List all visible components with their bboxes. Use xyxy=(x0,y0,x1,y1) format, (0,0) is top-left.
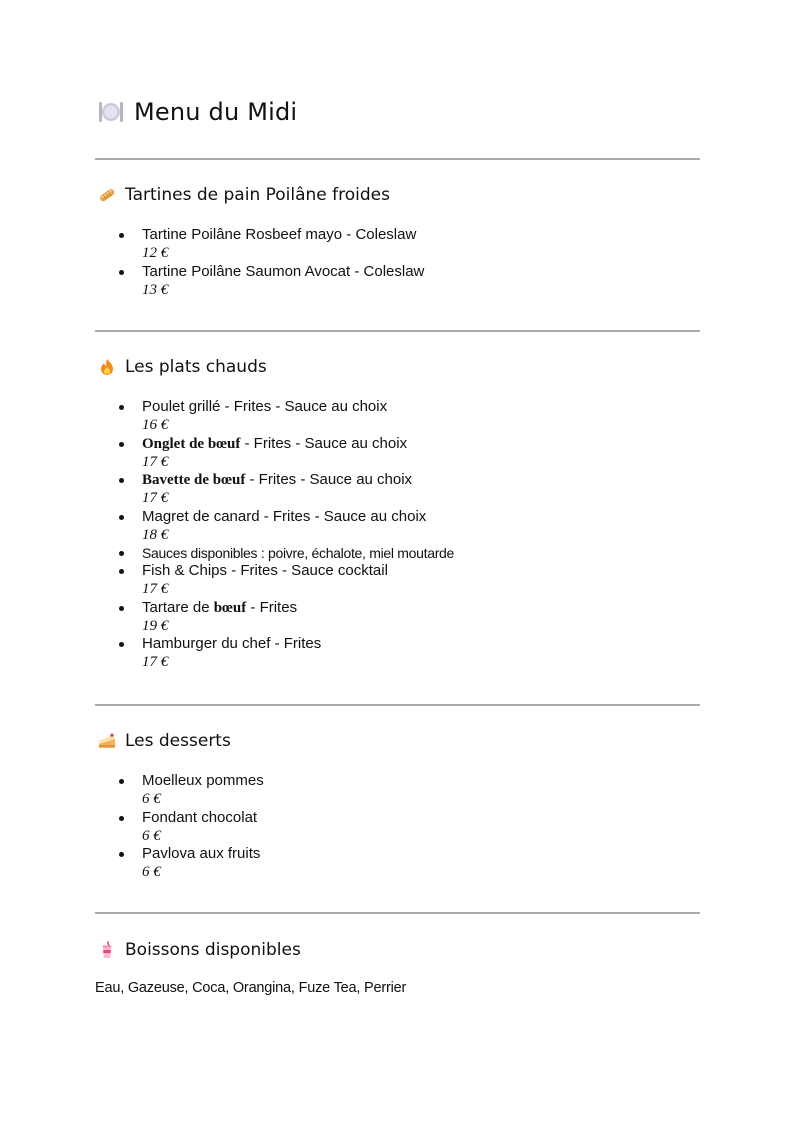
item-name-pre: Tartare de xyxy=(142,598,214,616)
bullet xyxy=(119,478,124,483)
item-name-rest: - Frites xyxy=(246,598,298,616)
bullet xyxy=(119,642,124,647)
section-title: Les desserts xyxy=(125,731,231,751)
bullet xyxy=(119,606,124,611)
divider xyxy=(95,158,700,160)
bullet xyxy=(119,551,124,556)
list-item xyxy=(95,809,264,846)
item-price: 16 € xyxy=(142,417,169,433)
item-name-bold: Onglet de bœuf xyxy=(142,435,241,452)
bullet xyxy=(119,405,124,410)
bullet xyxy=(119,779,124,784)
item-name: Moelleux pommes xyxy=(142,772,264,789)
bullet xyxy=(119,270,124,275)
item-price: 18 € xyxy=(142,526,169,543)
item-price: 19 € xyxy=(142,617,169,634)
item-name xyxy=(142,599,454,617)
bullet xyxy=(119,515,124,520)
item-name: Tartine Poilâne Rosbeef mayo - Coleslaw xyxy=(142,226,417,243)
section-title: Les plats chauds xyxy=(125,357,267,377)
list-item xyxy=(95,845,264,882)
section-header-plats xyxy=(98,355,267,379)
item-name: Pavlova aux fruits xyxy=(142,845,261,862)
list-item xyxy=(95,599,454,636)
plats-list xyxy=(95,398,454,672)
item-name: Tartine Poilâne Saumon Avocat - Coleslaw xyxy=(142,262,425,280)
desserts-list xyxy=(95,772,264,882)
list-item xyxy=(95,508,454,545)
bullet xyxy=(119,442,124,447)
divider xyxy=(95,704,700,706)
list-item xyxy=(95,263,424,300)
item-price: 6 € xyxy=(142,864,161,880)
list-item xyxy=(95,635,454,672)
item-name-rest: - Frites - Sauce au choix xyxy=(240,434,408,452)
list-item xyxy=(95,435,454,472)
item-name: Fondant chocolat xyxy=(142,808,258,826)
bullet xyxy=(119,816,124,821)
section-header-desserts xyxy=(98,729,231,753)
item-price: 12 € xyxy=(142,245,169,261)
item-name xyxy=(142,435,454,453)
item-name xyxy=(142,471,454,489)
item-name: Poulet grillé - Frites - Sauce au choix xyxy=(142,398,388,415)
list-item xyxy=(95,471,454,508)
tartines-list xyxy=(95,226,424,299)
item-name: Hamburger du chef - Frites xyxy=(142,635,322,652)
item-price: 6 € xyxy=(142,791,161,807)
section-header-boissons xyxy=(98,938,301,962)
list-item xyxy=(95,544,454,562)
bullet xyxy=(119,852,124,857)
item-price: 17 € xyxy=(142,490,169,506)
item-name-bold: Bavette de bœuf xyxy=(142,472,246,488)
item-name-rest: - Frites - Sauce au choix xyxy=(245,471,413,488)
section-title: Tartines de pain Poilâne froides xyxy=(125,185,391,205)
page-title: Menu du Midi xyxy=(134,98,298,126)
cake-icon xyxy=(98,732,116,750)
list-item xyxy=(95,562,454,599)
fire-icon xyxy=(98,358,116,376)
list-item xyxy=(95,226,424,263)
item-price: 6 € xyxy=(142,827,161,844)
section-title: Boissons disponibles xyxy=(125,940,301,960)
bullet xyxy=(119,569,124,574)
list-item xyxy=(95,772,264,809)
divider xyxy=(95,330,700,332)
item-price: 17 € xyxy=(142,581,169,597)
item-name: Fish & Chips - Frites - Sauce cocktail xyxy=(142,562,388,579)
plate-cutlery-icon xyxy=(98,99,124,125)
item-price: 13 € xyxy=(142,281,169,298)
list-item xyxy=(95,398,454,435)
item-price: 17 € xyxy=(142,654,169,670)
bread-icon xyxy=(98,186,116,204)
drinks-list: Eau, Gazeuse, Coca, Orangina, Fuze Tea, Perrier xyxy=(95,980,407,996)
page-header xyxy=(98,96,297,128)
bullet xyxy=(119,233,124,238)
item-name-bold: bœuf xyxy=(213,599,247,616)
sauces-note: Sauces disponibles : poivre, échalote, miel moutarde xyxy=(142,545,455,561)
section-header-tartines xyxy=(98,183,390,207)
drink-cup-icon xyxy=(98,941,116,959)
item-price: 17 € xyxy=(142,453,169,470)
item-name: Magret de canard - Frites - Sauce au choix xyxy=(142,507,427,525)
divider xyxy=(95,912,700,914)
